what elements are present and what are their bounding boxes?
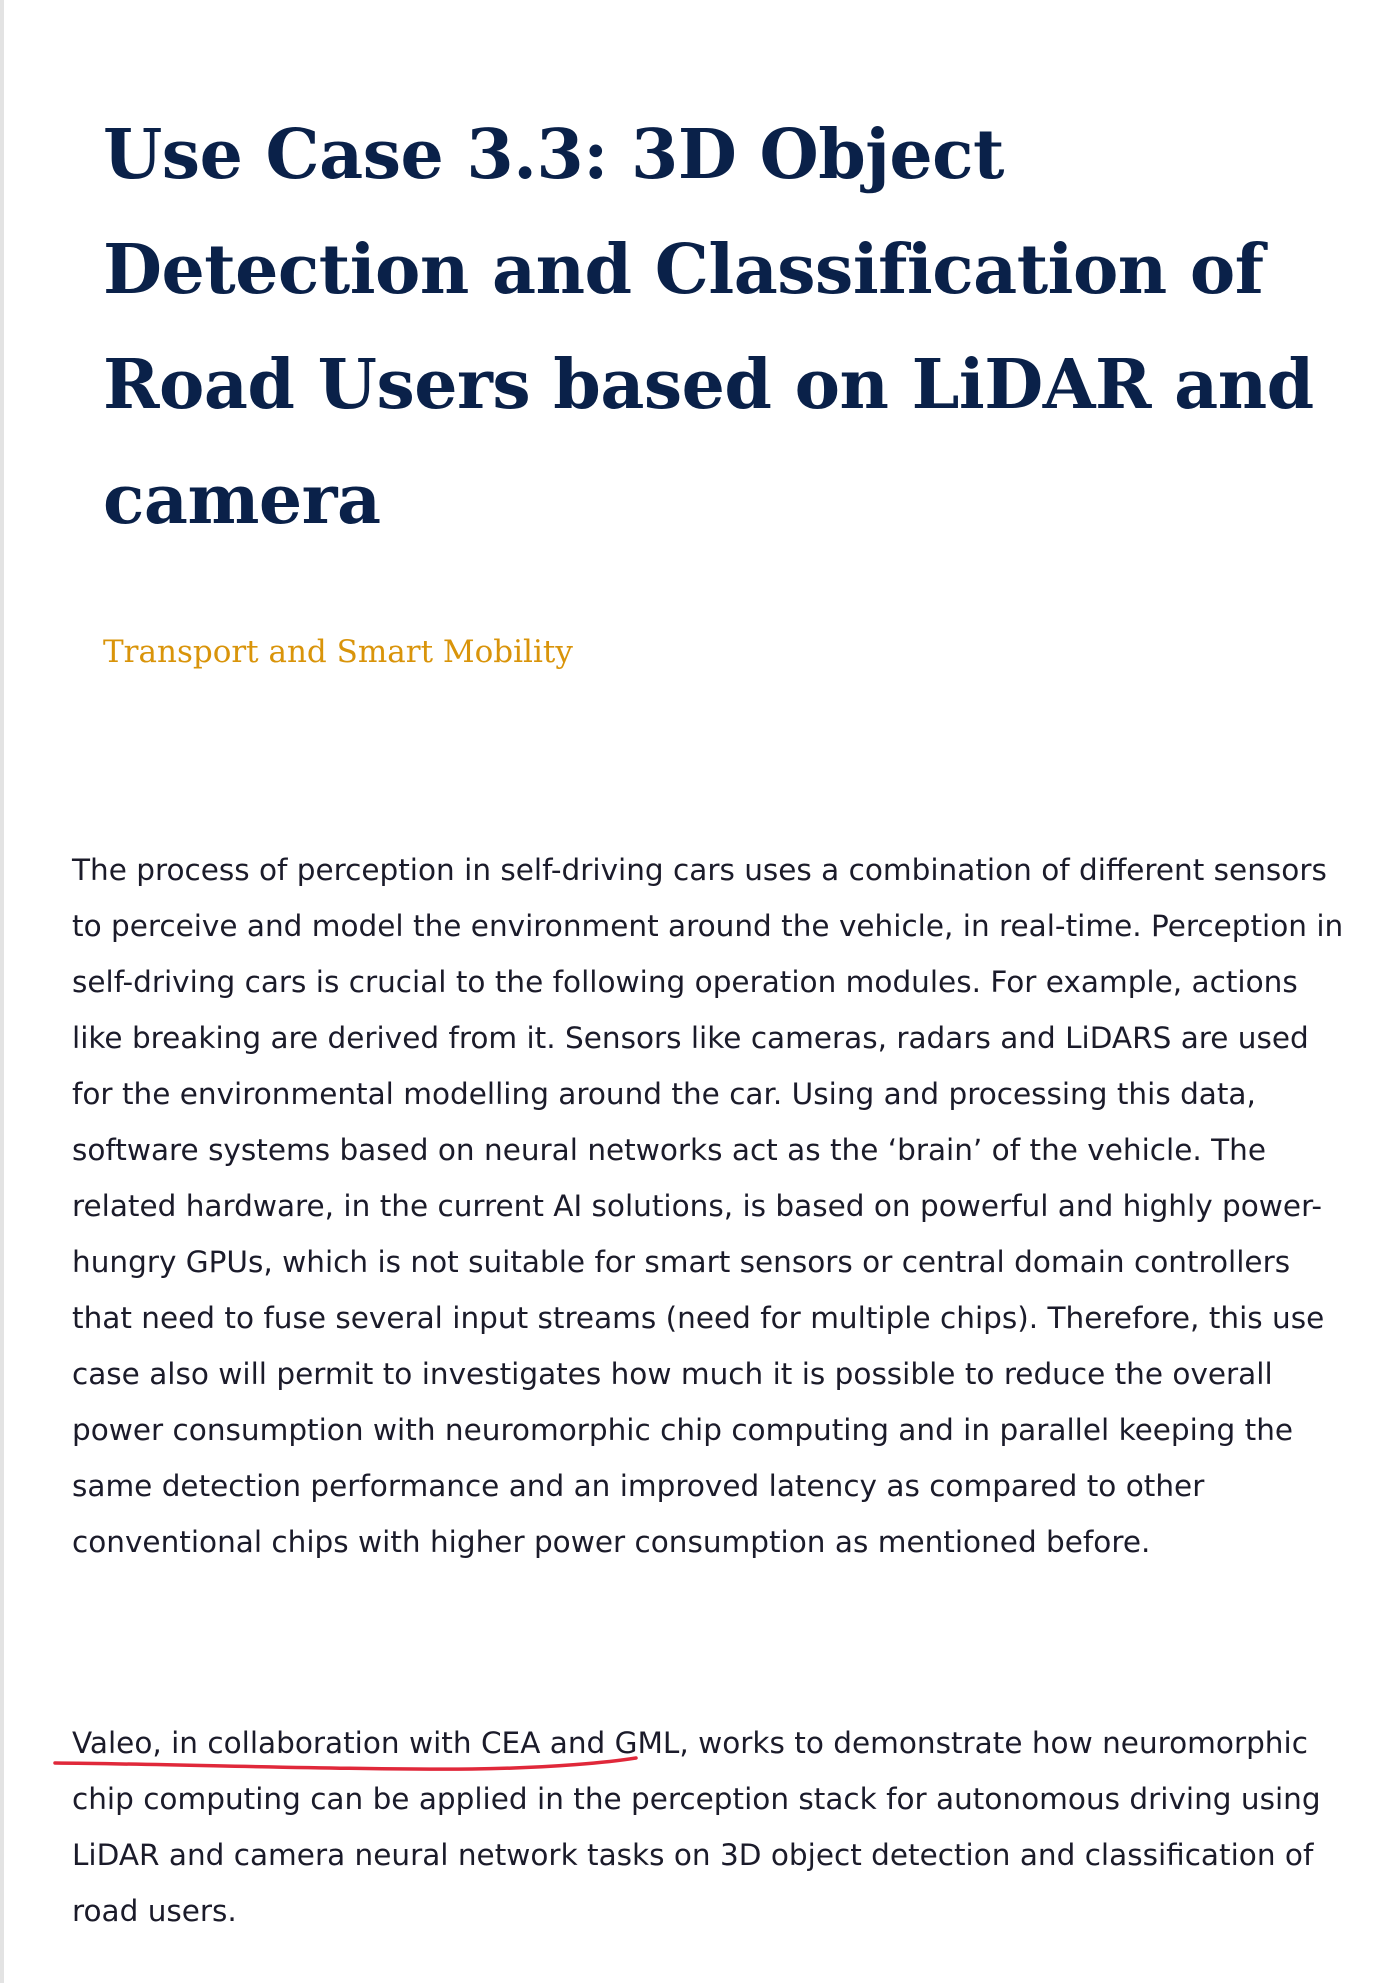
paragraph-perception: The process of perception in self-driving cars uses a combination of different sensors to perceive and model the environment around the vehicle, in real-time. Perception in self-driving cars is crucial to the following operation modules. For example, actions like breaking are derived from it. Sensors like cameras, radars and LiDARS are used for the environmental modelling around the car. Using and processing this data, software systems based on neural networks act as the ‘brain’ of the vehicle. The related hardware, in the current AI solutions, is based on powerful and highly power-hungry GPUs, which is not suitable for smart sensors or central domain controllers that need to fuse several input streams (need for multiple chips). Therefore, this use case also will permit to investigates how much it is possible to reduce the overall power consumption with neuromorphic chip computing and in parallel keeping the same detection performance and an improved latency as compared to other conventional chips with higher power consumption as mentioned before.	[72, 853, 1344, 1559]
page-title: Use Case 3.3: 3D Object Detection and Classification of Road Users based on LiDAR and camera	[103, 115, 1314, 540]
category-link[interactable]: Transport and Smart Mobility	[103, 634, 573, 670]
red-underline-annotation	[52, 1748, 652, 1778]
red-underline-stroke	[55, 1758, 636, 1769]
paragraph-valeo: Valeo, in collaboration with CEA and GML, works to demonstrate how neuromorphic chip computing can be applied in the perception stack for autonomous driving using LiDAR and camera neural network tasks on 3D object detection and classification of road users.	[72, 1726, 1321, 1928]
